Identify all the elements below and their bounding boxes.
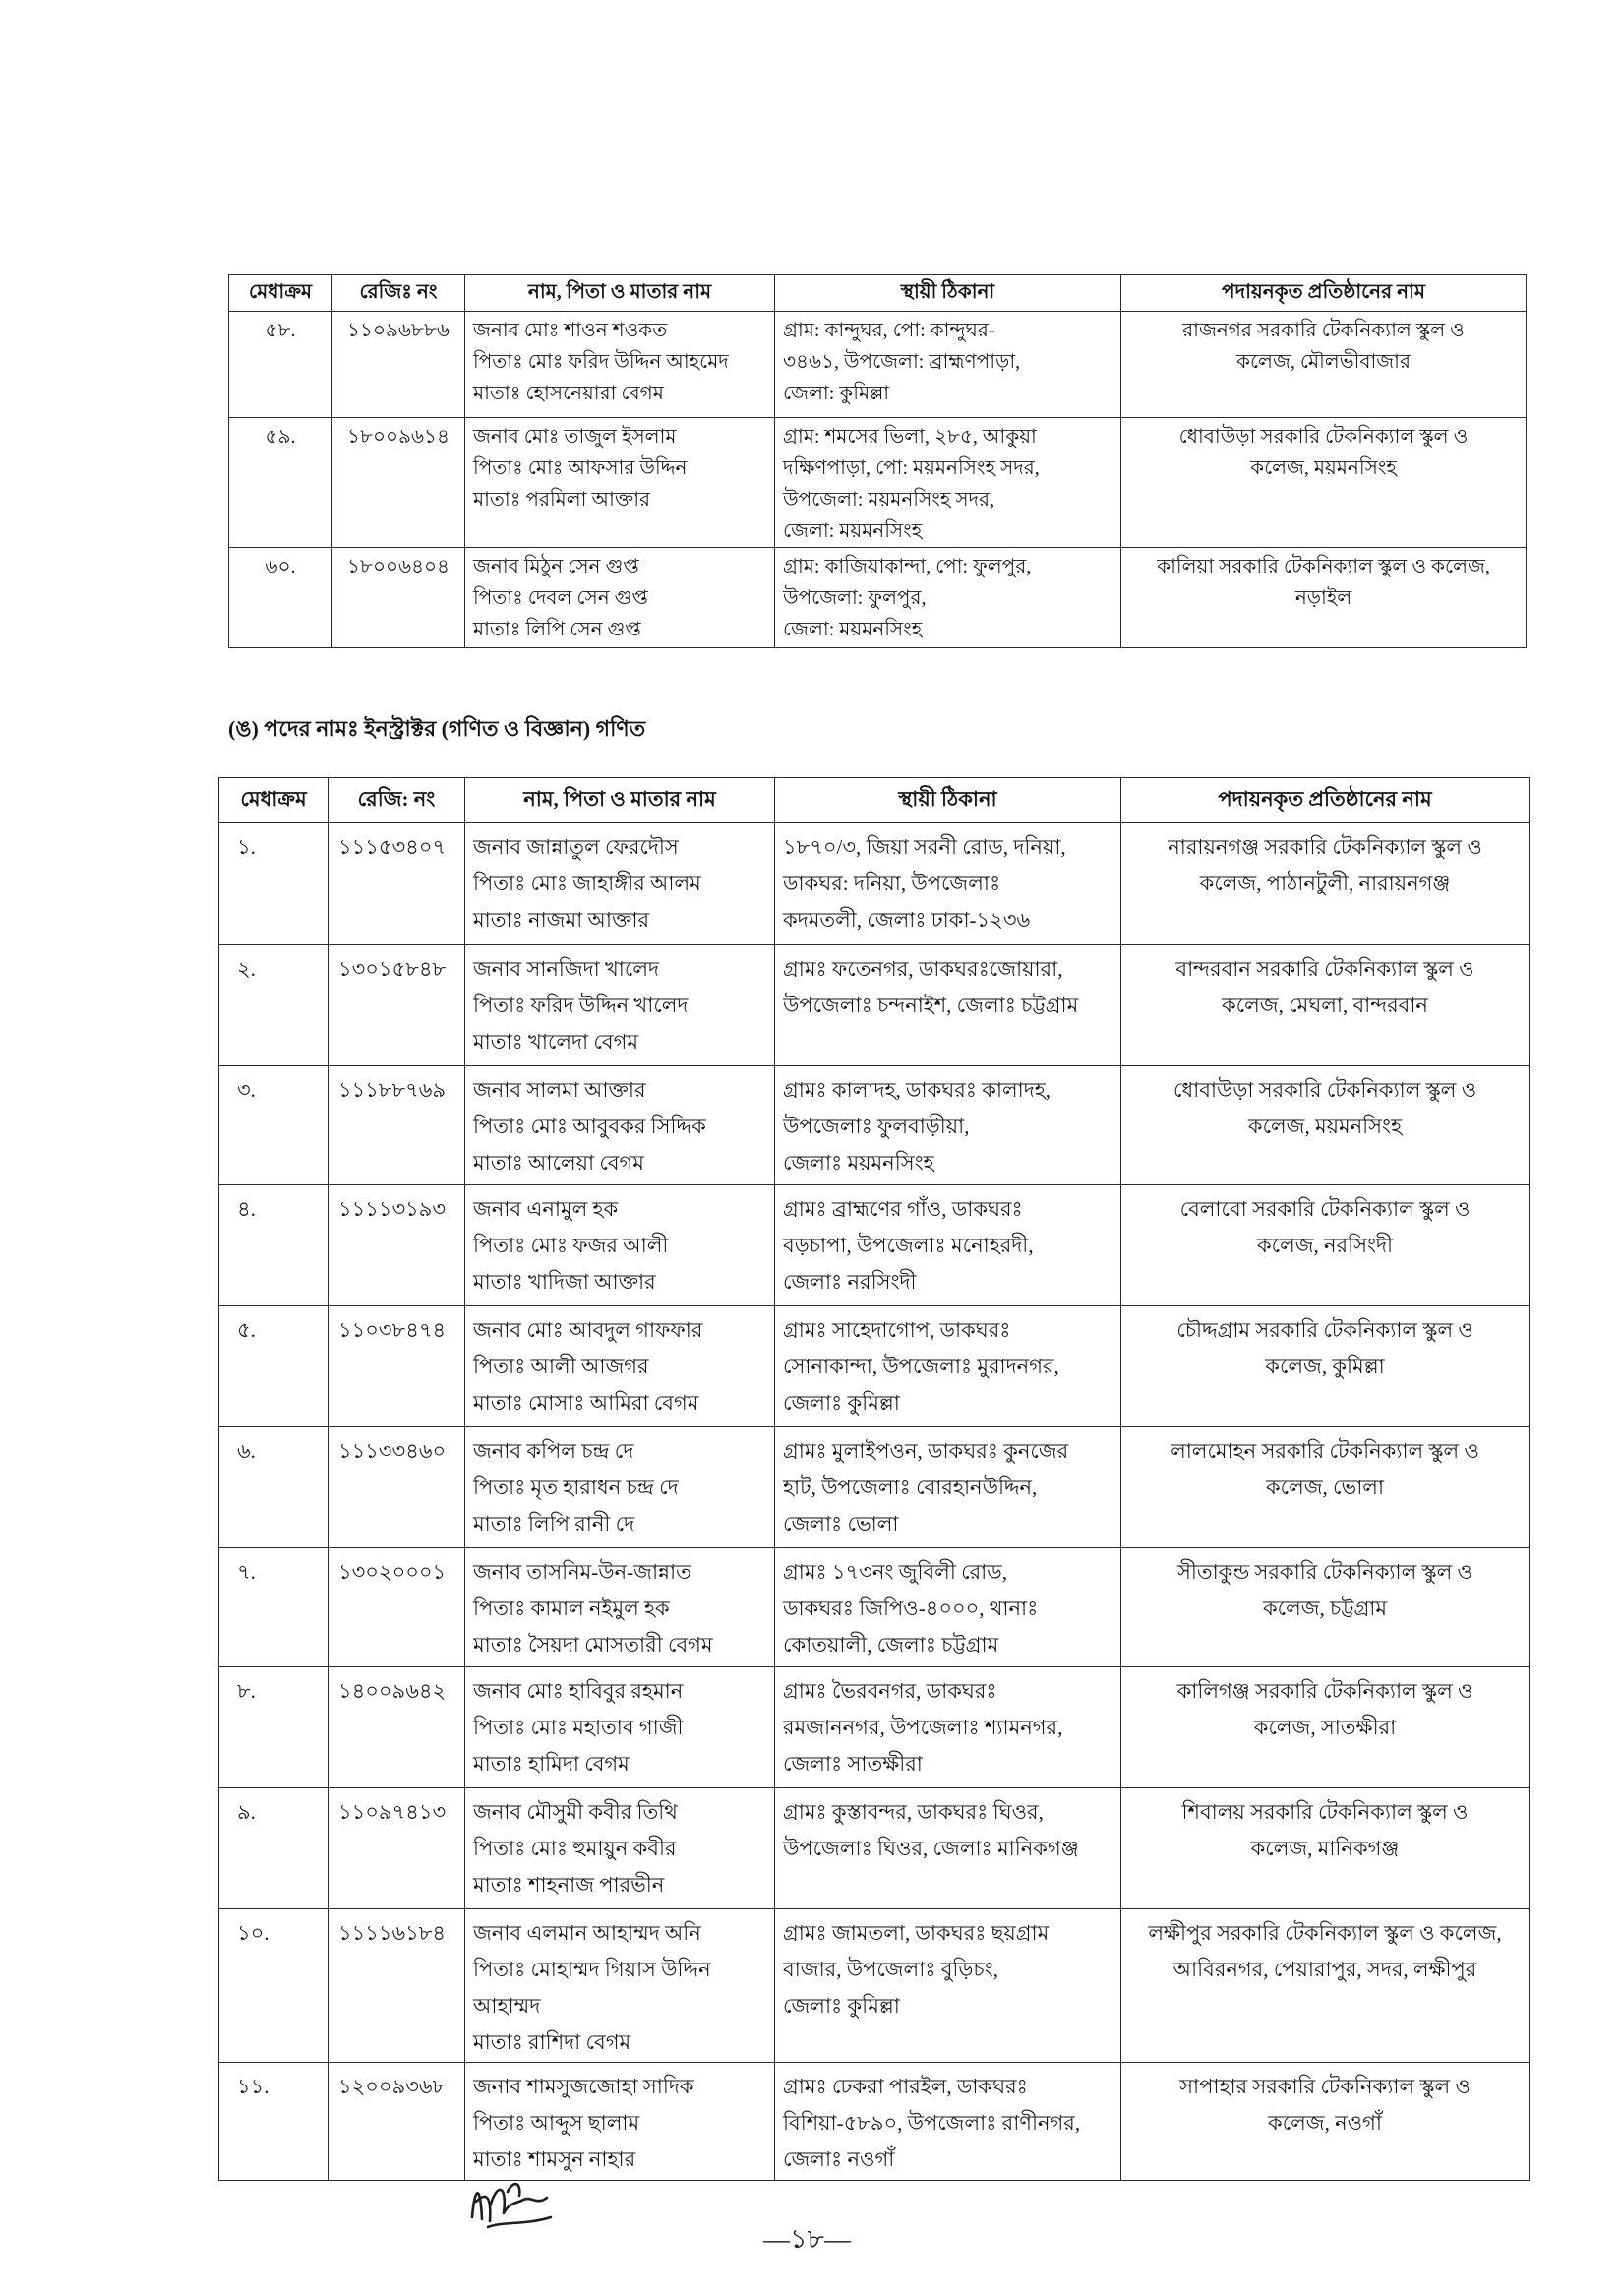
cell-line: গ্রামঃ কুস্তাবন্দর, ডাকঘরঃ ঘিওর,: [783, 1800, 1044, 1824]
posting-institution-cell: [1121, 418, 1527, 548]
merit-serial-cell: ৩.: [219, 1066, 329, 1185]
cell-line: পিতাঃ মোঃ ফজর আলী: [473, 1234, 669, 1257]
cell-line: মাতাঃ হামিদা বেগম: [473, 1752, 630, 1776]
cell-line: গ্রামঃ ঢেকরা পারইল, ডাকঘরঃ: [783, 2075, 1028, 2098]
merit-serial-cell: ১০.: [219, 1909, 329, 2063]
cell-line: ডাকঘরঃ জিপিও-৪০০০, থানাঃ: [783, 1597, 1039, 1620]
name-parents-cell: [465, 1185, 775, 1306]
cell-line: লালমোহন সরকারি টেকনিক্যাল স্কুল ও: [1171, 1439, 1479, 1463]
name-parents-cell: [465, 418, 775, 548]
posting-institution-cell: [1121, 1185, 1530, 1306]
cell-line: দক্ষিণপাড়া, পো: ময়মনসিংহ সদর,: [783, 457, 1040, 479]
cell-line: কোতয়ালী, জেলাঃ চট্টগ্রাম: [783, 1633, 999, 1657]
header-permanent-address: স্থায়ী ঠিকানা: [775, 778, 1121, 823]
cell-line: গ্রামঃ ১৭৩নং জুবিলী রোড,: [783, 1560, 1007, 1584]
cell-line: কলেজ, নওগাঁ: [1268, 2111, 1382, 2135]
table-row: [219, 1667, 1530, 1788]
registration-number-cell: ১৮০০৯৬১৪: [332, 418, 465, 548]
permanent-address-cell: [775, 418, 1121, 548]
cell-line: মাতাঃ রাশিদা বেগম: [473, 2030, 631, 2054]
permanent-address-cell: [775, 1667, 1121, 1788]
cell-line: রমজাননগর, উপজেলাঃ শ্যামনগর,: [783, 1716, 1063, 1739]
cell-line: জেলা: কুমিল্লা: [783, 383, 890, 404]
cell-line: পিতাঃ মৃত হারাধন চন্দ্র দে: [473, 1476, 679, 1499]
cell-line: গ্রামঃ সাহেদাগোপ, ডাকঘরঃ: [783, 1318, 1011, 1342]
table-row: [219, 1066, 1530, 1185]
cell-line: উপজেলা: ময়মনসিংহ সদর,: [783, 489, 995, 511]
table-row: [219, 1427, 1530, 1548]
cell-line: কলেজ, ময়মনসিংহ: [1247, 1115, 1403, 1138]
name-parents-cell: [465, 1427, 775, 1548]
permanent-address-cell: [775, 823, 1121, 945]
cell-line: পিতাঃ মোঃ মহাতাব গাজী: [473, 1716, 684, 1739]
cell-line: ধোবাউড়া সরকারি টেকনিক্যাল স্কুল ও: [1172, 1078, 1477, 1102]
cell-line: হাট, উপজেলাঃ বোরহানউদ্দিন,: [783, 1476, 1038, 1499]
cell-line: মাতাঃ মোসাঃ আমিরা বেগম: [473, 1391, 699, 1415]
cell-line: মাতাঃ পরমিলা আক্তার: [473, 489, 651, 511]
posting-institution-cell: [1121, 2063, 1530, 2181]
cell-line: জনাব শামসুজজোহা সাদিক: [473, 2075, 694, 2098]
cell-line: উপজেলাঃ ফুলবাড়ীয়া,: [783, 1115, 970, 1138]
cell-line: কলেজ, মেঘলা, বান্দরবান: [1222, 994, 1428, 1017]
cell-line: বান্দরবান সরকারি টেকনিক্যাল স্কুল ও: [1175, 957, 1474, 981]
cell-line: কলেজ, চট্টগ্রাম: [1262, 1597, 1388, 1620]
header-posting-institution: পদায়নকৃত প্রতিষ্ঠানের নাম: [1121, 275, 1527, 312]
merit-serial-cell: ৭.: [219, 1548, 329, 1667]
cell-line: জনাব এলমান আহাম্মদ অনি: [473, 1921, 701, 1945]
header-merit-serial: মেধাক্রম: [219, 778, 329, 823]
registration-number-cell: ১৪০০৯৬৪২: [329, 1667, 465, 1788]
cell-line: ধোবাউড়া সরকারি টেকনিক্যাল স্কুল ও: [1178, 426, 1469, 448]
permanent-address-cell: [775, 1185, 1121, 1306]
cell-line: জনাব জান্নাতুল ফেরদৌস: [473, 835, 679, 859]
registration-number-cell: ১৩০২০০০১: [329, 1548, 465, 1667]
cell-line: নড়াইল: [1294, 587, 1352, 609]
cell-line: মাতাঃ হোসনেয়ারা বেগম: [473, 383, 664, 404]
cell-line: লক্ষীপুর সরকারি টেকনিক্যাল স্কুল ও কলেজ,: [1148, 1921, 1502, 1945]
cell-line: মাতাঃ শাহনাজ পারভীন: [473, 1873, 665, 1897]
posting-institution-cell: [1121, 823, 1530, 945]
cell-line: গ্রাম: কাজিয়াকান্দা, পো: ফুলপুর,: [783, 556, 1032, 577]
cell-line: কালিগঞ্জ সরকারি টেকনিক্যাল স্কুল ও: [1176, 1679, 1473, 1703]
cell-line: জনাব মোঃ শাওন শওকত: [473, 320, 668, 341]
cell-line: পিতাঃ আলী আজগর: [473, 1355, 649, 1378]
header-permanent-address: স্থায়ী ঠিকানা: [775, 275, 1121, 312]
posting-institution-cell: [1121, 1788, 1530, 1909]
name-parents-cell: [465, 1667, 775, 1788]
cell-line: বিশিয়া-৫৮৯০, উপজেলাঃ রাণীনগর,: [783, 2111, 1081, 2135]
cell-line: কলেজ, ভোলা: [1265, 1476, 1385, 1499]
cell-line: জনাব তাসনিম-উন-জান্নাত: [473, 1560, 691, 1584]
permanent-address-cell: [775, 1427, 1121, 1548]
header-merit-serial: মেধাক্রম: [229, 275, 332, 312]
posting-institution-cell: [1121, 548, 1527, 648]
cell-line: কলেজ, পাঠানটুলী, নারায়নগঞ্জ: [1199, 872, 1451, 895]
merit-serial-cell: ৪.: [219, 1185, 329, 1306]
cell-line: জনাব মোঃ হাবিবুর রহমান: [473, 1679, 684, 1703]
cell-line: বড়চাপা, উপজেলাঃ মনোহরদী,: [783, 1234, 1034, 1257]
registration-number-cell: ১১০৯৭৪১৩: [329, 1788, 465, 1909]
permanent-address-cell: [775, 1306, 1121, 1427]
table-header-row: [229, 275, 1527, 312]
cell-line: সাপাহার সরকারি টেকনিক্যাল স্কুল ও: [1179, 2075, 1471, 2098]
merit-list-table-instructor-math: [218, 777, 1530, 2181]
merit-serial-cell: ৬.: [219, 1427, 329, 1548]
cell-line: জেলাঃ নওগাঁ: [783, 2147, 895, 2171]
permanent-address-cell: [775, 1066, 1121, 1185]
table-row: [219, 1306, 1530, 1427]
cell-line: উপজেলাঃ চন্দনাইশ, জেলাঃ চট্টগ্রাম: [783, 994, 1079, 1017]
permanent-address-cell: [775, 548, 1121, 648]
cell-line: পিতাঃ আব্দুস ছালাম: [473, 2111, 640, 2135]
posting-institution-cell: [1121, 1306, 1530, 1427]
table-row: [219, 1788, 1530, 1909]
handwritten-signature: [464, 2172, 559, 2235]
cell-line: মাতাঃ লিপি সেন গুপ্ত: [473, 619, 641, 640]
name-parents-cell: [465, 1548, 775, 1667]
cell-line: জেলাঃ ভোলা: [783, 1512, 899, 1536]
cell-line: গ্রামঃ ভৈরবনগর, ডাকঘরঃ: [783, 1679, 997, 1703]
posting-institution-cell: [1121, 1548, 1530, 1667]
merit-serial-cell: ৫.: [219, 1306, 329, 1427]
cell-line: ৩৪৬১, উপজেলা: ব্রাহ্মণপাড়া,: [783, 351, 1021, 373]
name-parents-cell: [465, 1909, 775, 2063]
cell-line: মাতাঃ সৈয়দা মোসতারী বেগম: [473, 1633, 713, 1657]
cell-line: গ্রামঃ ব্রাহ্মণের গাঁও, ডাকঘরঃ: [783, 1197, 1023, 1221]
name-parents-cell: [465, 1788, 775, 1909]
cell-line: পিতাঃ মোঃ আফসার উদ্দিন: [473, 457, 688, 479]
header-registration-number: রেজিঃ নং: [332, 275, 465, 312]
cell-line: জেলা: ময়মনসিংহ: [783, 520, 923, 542]
cell-line: জনাব সালমা আক্তার: [473, 1078, 646, 1102]
cell-line: পিতাঃ দেবল সেন গুপ্ত: [473, 587, 648, 609]
posting-institution-cell: [1121, 1667, 1530, 1788]
merit-serial-cell: ২.: [219, 945, 329, 1066]
cell-line: নারায়নগঞ্জ সরকারি টেকনিক্যাল স্কুল ও: [1168, 835, 1482, 859]
merit-list-table-continued: [228, 274, 1527, 648]
table-row: [219, 945, 1530, 1066]
cell-line: বেলাবো সরকারি টেকনিক্যাল স্কুল ও: [1179, 1197, 1471, 1221]
permanent-address-cell: [775, 312, 1121, 418]
cell-line: জনাব এনামুল হক: [473, 1197, 619, 1221]
cell-line: জেলাঃ নরসিংদী: [783, 1270, 917, 1294]
header-name-parents: নাম, পিতা ও মাতার নাম: [465, 275, 775, 312]
cell-line: কদমতলী, জেলাঃ ঢাকা-১২৩৬: [783, 908, 1031, 932]
name-parents-cell: [465, 548, 775, 648]
posting-institution-cell: [1121, 1909, 1530, 2063]
table-row: [229, 312, 1527, 418]
registration-number-cell: ১৮০০৬৪০৪: [332, 548, 465, 648]
cell-line: বাজার, উপজেলাঃ বুড়িচং,: [783, 1958, 999, 1981]
cell-line: গ্রামঃ ফতেনগর, ডাকঘরঃজোয়ারা,: [783, 957, 1063, 981]
cell-line: মাতাঃ খাদিজা আক্তার: [473, 1270, 656, 1294]
table-row: [219, 1185, 1530, 1306]
cell-line: শিবালয় সরকারি টেকনিক্যাল স্কুল ও: [1181, 1800, 1469, 1824]
cell-line: জেলাঃ সাতক্ষীরা: [783, 1752, 923, 1776]
cell-line: পিতাঃ মোঃ হুমায়ুন কবীর: [473, 1837, 677, 1860]
name-parents-cell: [465, 945, 775, 1066]
merit-serial-cell: ৯.: [219, 1788, 329, 1909]
cell-line: জেলাঃ কুমিল্লা: [783, 1994, 900, 2018]
header-posting-institution: পদায়নকৃত প্রতিষ্ঠানের নাম: [1121, 778, 1530, 823]
cell-line: পিতাঃ মোহাম্মদ গিয়াস উদ্দিন: [473, 1958, 711, 1981]
posting-institution-cell: [1121, 945, 1530, 1066]
cell-line: উপজেলাঃ ঘিওর, জেলাঃ মানিকগঞ্জ: [783, 1837, 1079, 1860]
registration-number-cell: ১১১৮৮৭৬৯: [329, 1066, 465, 1185]
cell-line: পিতাঃ কামাল নইমুল হক: [473, 1597, 670, 1620]
cell-line: কলেজ, মৌলভীবাজার: [1236, 351, 1411, 373]
name-parents-cell: [465, 1306, 775, 1427]
name-parents-cell: [465, 823, 775, 945]
table-row: [229, 548, 1527, 648]
table-row: [219, 823, 1530, 945]
table-row: [219, 1548, 1530, 1667]
table-row: [229, 418, 1527, 548]
cell-line: ডাকঘর: দনিয়া, উপজেলাঃ: [783, 872, 1001, 895]
cell-line: মাতাঃ লিপি রানী দে: [473, 1512, 635, 1536]
cell-line: সীতাকুন্ড সরকারি টেকনিক্যাল স্কুল ও: [1177, 1560, 1472, 1584]
permanent-address-cell: [775, 945, 1121, 1066]
page-number: —১৮—: [763, 2224, 852, 2254]
header-name-parents: নাম, পিতা ও মাতার নাম: [465, 778, 775, 823]
merit-serial-cell: ৬০.: [229, 548, 332, 648]
merit-serial-cell: ৫৯.: [229, 418, 332, 548]
permanent-address-cell: [775, 2063, 1121, 2181]
cell-line: কলেজ, সাতক্ষীরা: [1253, 1716, 1397, 1739]
merit-serial-cell: ৫৮.: [229, 312, 332, 418]
permanent-address-cell: [775, 1788, 1121, 1909]
name-parents-cell: [465, 2063, 775, 2181]
cell-line: জনাব মিঠুন সেন গুপ্ত: [473, 556, 639, 577]
registration-number-cell: ১২০০৯৩৬৮: [329, 2063, 465, 2181]
cell-line: গ্রাম: শমসের ভিলা, ২৮৫, আকুয়া: [783, 426, 1037, 448]
cell-line: মাতাঃ শামসুন নাহার: [473, 2147, 636, 2171]
cell-line: কলেজ, মানিকগঞ্জ: [1250, 1837, 1400, 1860]
cell-line: কলেজ, ময়মনসিংহ: [1250, 457, 1397, 479]
cell-line: মাতাঃ আলেয়া বেগম: [473, 1151, 644, 1175]
cell-line: সোনাকান্দা, উপজেলাঃ মুরাদনগর,: [783, 1355, 1059, 1378]
registration-number-cell: ১১১১৩১৯৩: [329, 1185, 465, 1306]
header-registration-number: রেজি: নং: [329, 778, 465, 823]
cell-line: ১৮৭০/৩, জিয়া সরনী রোড, দনিয়া,: [783, 835, 1066, 859]
merit-serial-cell: ১.: [219, 823, 329, 945]
cell-line: জনাব কপিল চন্দ্র দে: [473, 1439, 634, 1463]
name-parents-cell: [465, 1066, 775, 1185]
merit-serial-cell: ৮.: [219, 1667, 329, 1788]
cell-line: উপজেলা: ফুলপুর,: [783, 587, 927, 609]
name-parents-cell: [465, 312, 775, 418]
posting-institution-cell: [1121, 1066, 1530, 1185]
cell-line: আহাম্মদ: [473, 1994, 541, 2018]
registration-number-cell: ১১১৫৩৪০৭: [329, 823, 465, 945]
cell-line: কালিয়া সরকারি টেকনিক্যাল স্কুল ও কলেজ,: [1157, 556, 1490, 577]
cell-line: জনাব মৌসুমী কবীর তিথি: [473, 1800, 678, 1824]
cell-line: মাতাঃ খালেদা বেগম: [473, 1030, 639, 1054]
permanent-address-cell: [775, 1909, 1121, 2063]
registration-number-cell: ১১১৩৩৪৬০: [329, 1427, 465, 1548]
section-heading: (ঙ) পদের নামঃ ইনস্ট্রাক্টর (গণিত ও বিজ্ঞান) গণিত: [228, 716, 646, 741]
cell-line: পিতাঃ মোঃ আবুবকর সিদ্দিক: [473, 1115, 706, 1138]
cell-line: জনাব মোঃ তাজুল ইসলাম: [473, 426, 677, 448]
cell-line: পিতাঃ মোঃ ফরিদ উদ্দিন আহমেদ: [473, 351, 729, 373]
cell-line: গ্রামঃ জামতলা, ডাকঘরঃ ছয়গ্রাম: [783, 1921, 1050, 1945]
registration-number-cell: ১১০৯৬৮৮৬: [332, 312, 465, 418]
cell-line: জনাব মোঃ আবদুল গাফফার: [473, 1318, 703, 1342]
table-header-row: [219, 778, 1530, 823]
cell-line: গ্রামঃ কালাদহ, ডাকঘরঃ কালাদহ,: [783, 1078, 1051, 1102]
registration-number-cell: ১১০৩৮৪৭৪: [329, 1306, 465, 1427]
cell-line: পিতাঃ ফরিদ উদ্দিন খালেদ: [473, 994, 689, 1017]
registration-number-cell: ১১১১৬১৮৪: [329, 1909, 465, 2063]
permanent-address-cell: [775, 1548, 1121, 1667]
table-row: [219, 1909, 1530, 2063]
cell-line: মাতাঃ নাজমা আক্তার: [473, 908, 649, 932]
cell-line: জেলাঃ কুমিল্লা: [783, 1391, 900, 1415]
cell-line: রাজনগর সরকারি টেকনিক্যাল স্কুল ও: [1182, 320, 1465, 341]
cell-line: গ্রাম: কান্দুঘর, পো: কান্দুঘর-: [783, 320, 995, 341]
registration-number-cell: ১৩০১৫৮৪৮: [329, 945, 465, 1066]
posting-institution-cell: [1121, 1427, 1530, 1548]
cell-line: কলেজ, নরসিংদী: [1256, 1234, 1394, 1257]
cell-line: জনাব সানজিদা খালেদ: [473, 957, 660, 981]
cell-line: পিতাঃ মোঃ জাহাঙ্গীর আলম: [473, 872, 701, 895]
cell-line: আবিরনগর, পেয়ারাপুর, সদর, লক্ষীপুর: [1172, 1958, 1477, 1981]
posting-institution-cell: [1121, 312, 1527, 418]
cell-line: জেলা: ময়মনসিংহ: [783, 619, 923, 640]
table-row: [219, 2063, 1530, 2181]
cell-line: চৌদ্দগ্রাম সরকারি টেকনিক্যাল স্কুল ও: [1176, 1318, 1473, 1342]
cell-line: জেলাঃ ময়মনসিংহ: [783, 1151, 934, 1175]
cell-line: কলেজ, কুমিল্লা: [1265, 1355, 1385, 1378]
cell-line: গ্রামঃ মুলাইপওন, ডাকঘরঃ কুনজের: [783, 1439, 1069, 1463]
merit-serial-cell: ১১.: [219, 2063, 329, 2181]
